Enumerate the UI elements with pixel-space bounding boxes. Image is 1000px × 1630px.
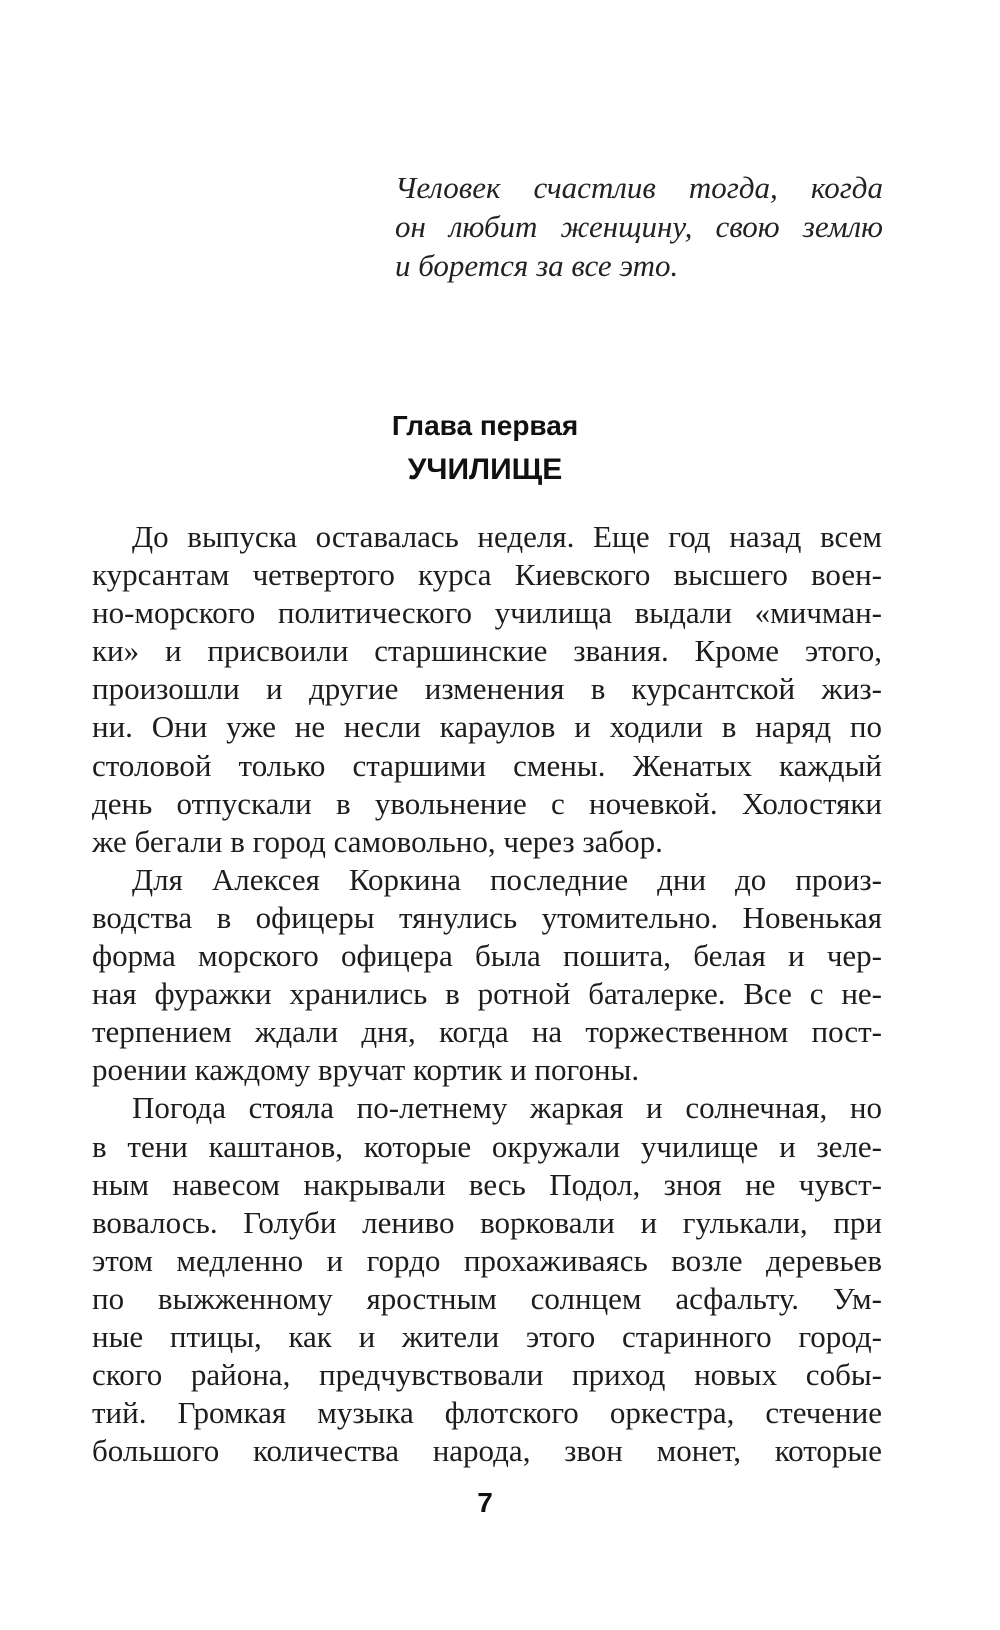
text-line: Погода стояла по-летнему жаркая и солнечная, но bbox=[132, 1090, 882, 1126]
text-line: этом медленно и гордо прохаживаясь возле деревьев bbox=[92, 1242, 882, 1278]
text-line: ным навесом накрывали весь Подол, зноя не чувст- bbox=[92, 1166, 882, 1202]
text-line: курсантам четвертого курса Киевского высшего воен- bbox=[92, 557, 882, 593]
text-line: ки» и присвоили старшинские звания. Кроме этого, bbox=[92, 633, 882, 669]
text-line: день отпускали в увольнение с ночевкой. Холостяки bbox=[92, 785, 882, 821]
epigraph-line: Человек счастлив тогда, когда bbox=[395, 170, 883, 205]
text-line: форма морского офицера была пошита, белая и чер- bbox=[92, 938, 882, 974]
text-line: но-морского политического училища выдали «мичман- bbox=[92, 595, 882, 631]
chapter-number: Глава первая bbox=[391, 410, 579, 441]
text-line: Для Алексея Коркина последние дни до произ- bbox=[132, 861, 882, 897]
text-line: по выжженному яростным солнцем асфальту. Ум- bbox=[92, 1280, 882, 1316]
text-line: ная фуражки хранились в ротной баталерке. Все с не- bbox=[92, 976, 882, 1012]
epigraph-line: и борется за все это. bbox=[395, 248, 679, 283]
text-line: же бегали в город самовольно, через забор. bbox=[92, 823, 663, 859]
chapter-title: УЧИЛИЩЕ bbox=[407, 453, 563, 486]
text-line: столовой только старшими смены. Женатых каждый bbox=[92, 747, 882, 783]
text-line: роении каждому вручат кортик и погоны. bbox=[92, 1052, 640, 1088]
epigraph-line: он любит женщину, свою землю bbox=[395, 209, 883, 244]
text-line: вовалось. Голуби лениво ворковали и гулькали, при bbox=[92, 1204, 882, 1240]
text-line: произошли и другие изменения в курсантской жиз- bbox=[92, 671, 882, 707]
epigraph bbox=[395, 168, 883, 285]
body-text bbox=[92, 518, 882, 1470]
text-line: До выпуска оставалась неделя. Еще год назад всем bbox=[132, 519, 882, 554]
text-line: тий. Громкая музыка флотского оркестра, стечение bbox=[92, 1395, 882, 1431]
text-line: ни. Они уже не несли караулов и ходили в наряд по bbox=[92, 709, 882, 745]
text-line: ского района, предчувствовали приход новых собы- bbox=[92, 1357, 882, 1393]
text-line: в тени каштанов, которые окружали училище и зеле- bbox=[92, 1128, 882, 1164]
text-line: большого количества народа, звон монет, которые bbox=[92, 1433, 882, 1469]
text-line: терпением ждали дня, когда на торжественном пост- bbox=[92, 1014, 882, 1050]
page-number: 7 bbox=[477, 1487, 493, 1518]
text-line: водства в офицеры тянулись утомительно. Новенькая bbox=[92, 899, 882, 935]
text-line: ные птицы, как и жители этого старинного город- bbox=[92, 1318, 882, 1354]
